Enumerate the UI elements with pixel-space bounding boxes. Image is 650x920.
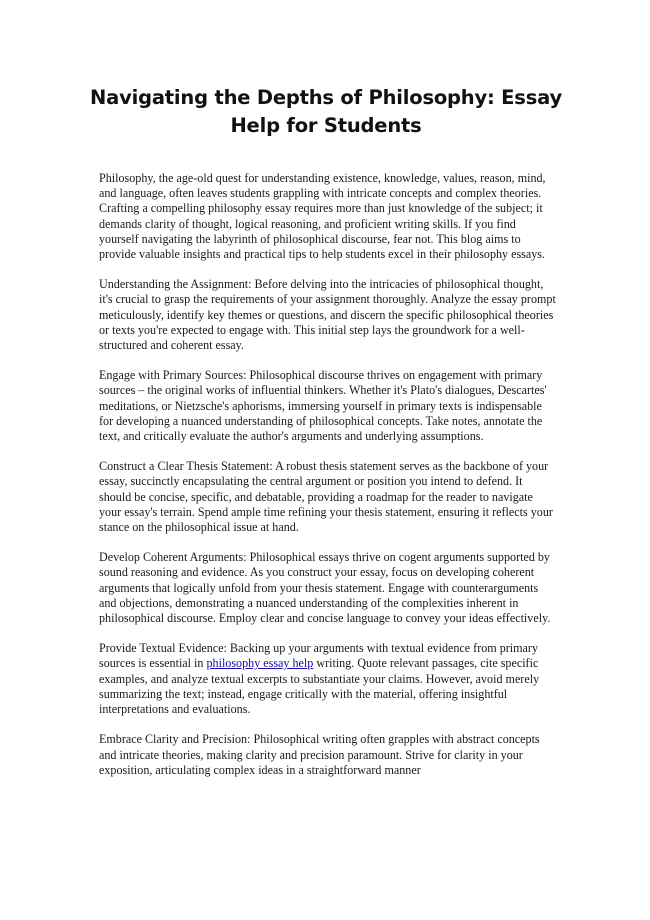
paragraph-clarity-precision: Embrace Clarity and Precision: Philosophical writing often grapples with abstract concepts and intricate theories, making clarity and precision paramount. Strive for clarity in your exposition, articulating complex ideas in a straightforward manner <box>99 732 540 777</box>
paragraph-thesis-statement: Construct a Clear Thesis Statement: A robust thesis statement serves as the backbone of your essay, succinctly encapsulating the central argument or position you intend to defend. It should be concise, specific, and debatable, providing a roadmap for the reader to navigate your essay's terrain. Spend ample time refining your thesis statement, ensuring it reflects your stance on the philosophical issue at hand. <box>99 459 553 535</box>
paragraph-text-before-link: Provide Textual Evidence: Backing up your arguments with textual evidence from primary sources is essential in <box>99 641 539 671</box>
paragraph-textual-evidence <box>99 641 557 717</box>
paragraph-primary-sources: Engage with Primary Sources: Philosophical discourse thrives on engagement with primary sources – the original works of influential thinkers. Whether it's Plato's dialogues, Descartes' meditations, or Nietzsche's aphorisms, immersing yourself in primary texts is indispensable for developing a nuanced understanding of philosophical concepts. Take notes, annotate the text, and critically evaluate the author's arguments and underlying assumptions. <box>99 368 547 444</box>
document-body <box>99 171 557 793</box>
paragraph-intro: Philosophy, the age-old quest for understanding existence, knowledge, values, reason, mind, and language, often leaves students grappling with intricate concepts and complex theories. Crafting a compelling philosophy essay requires more than just knowledge of the subject; it demands clarity of thought, logical reasoning, and proficient writing skills. If you find yourself navigating the labyrinth of philosophical discourse, fear not. This blog aims to provide valuable insights and practical tips to help students excel in their philosophy essays. <box>99 171 546 262</box>
philosophy-essay-help-link[interactable]: philosophy essay help <box>206 656 314 671</box>
document-title: Navigating the Depths of Philosophy: Essay Help for Students <box>90 86 562 137</box>
paragraph-understanding-assignment: Understanding the Assignment: Before delving into the intricacies of philosophical thought, it's crucial to grasp the requirements of your assignment thoroughly. Analyze the essay prompt meticulously, identify key themes or questions, and discern the specific philosophical theories or texts you're expected to engage with. This initial step lays the groundwork for a well-structured and coherent essay. <box>99 277 556 353</box>
paragraph-text-after-link: writing. Quote relevant passages, cite specific examples, and analyze textual excerpts to substantiate your claims. However, avoid merely summarizing the text; instead, engage critically with the material, offering insightful interpretations and evaluations. <box>99 656 540 717</box>
paragraph-coherent-arguments: Develop Coherent Arguments: Philosophical essays thrive on cogent arguments supported by sound reasoning and evidence. As you construct your essay, focus on developing coherent arguments that logically unfold from your thesis statement. Engage with counterarguments and objections, demonstrating a nuanced understanding of the complexities inherent in philosophical discourse. Employ clear and concise language to convey your ideas effectively. <box>99 550 551 626</box>
